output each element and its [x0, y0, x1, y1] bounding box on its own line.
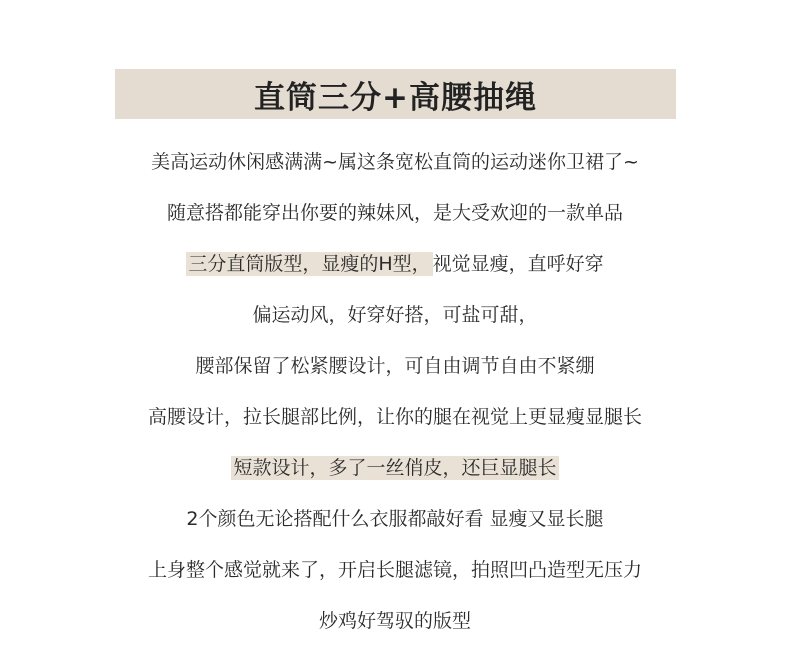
line-text: 随意搭都能穿出你要的辣妹风，是大受欢迎的一款单品	[166, 202, 623, 224]
description-line	[0, 199, 790, 227]
description-line	[0, 505, 790, 533]
title-banner	[115, 69, 676, 119]
description-line	[0, 454, 790, 482]
line-text: 高腰设计，拉长腿部比例，让你的腿在视觉上更显瘦显腿长	[147, 406, 642, 428]
line-text: 上身整个感觉就来了，开启长腿滤镜，拍照凹凸造型无压力	[147, 559, 642, 581]
line-text: 2个颜色无论搭配什么衣服都敲好看 显瘦又显长腿	[186, 508, 604, 530]
line-text: 美高运动休闲感满满~属这条宽松直筒的运动迷你卫裙了~	[151, 151, 639, 173]
description-line	[0, 148, 790, 176]
description-line	[0, 607, 790, 635]
page-title: 直筒三分+高腰抽绳	[254, 79, 537, 116]
description-line	[0, 352, 790, 380]
line-text: 腰部保留了松紧腰设计，可自由调节自由不紧绷	[195, 355, 595, 377]
description-line	[0, 250, 790, 278]
line-text: 偏运动风，好穿好搭，可盐可甜，	[252, 304, 538, 326]
line-text: 炒鸡好驾驭的版型	[318, 610, 471, 632]
description-line	[0, 403, 790, 431]
highlighted-text: 短款设计，多了一丝俏皮，还巨显腿长	[233, 457, 557, 479]
highlighted-text: 三分直筒版型，显瘦的H型，	[188, 253, 431, 275]
description-line	[0, 301, 790, 329]
line-text: 视觉显瘦，直呼好穿	[432, 253, 604, 275]
description-line	[0, 556, 790, 584]
